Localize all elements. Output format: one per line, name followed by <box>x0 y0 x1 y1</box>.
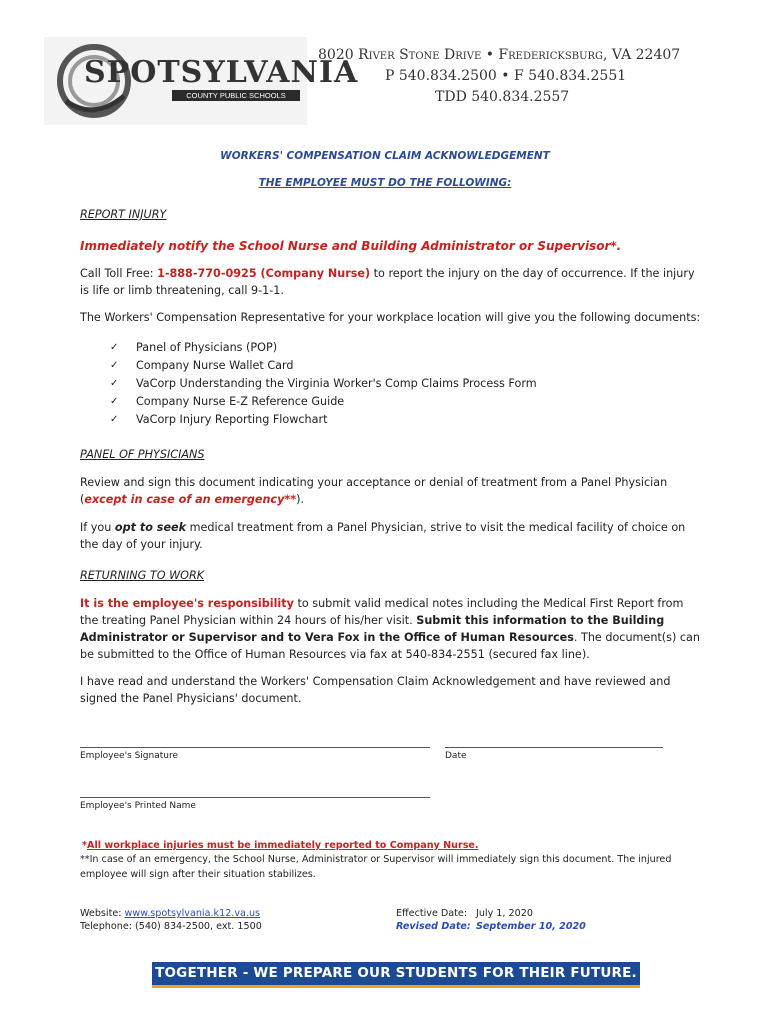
effective-date-label: Effective Date: <box>396 908 468 919</box>
document-name: Company Nurse Wallet Card <box>136 359 294 372</box>
check-icon: ✓ <box>110 396 119 407</box>
revised-date-value: September 10, 2020 <box>476 921 586 932</box>
notify-line <box>80 238 705 255</box>
company-nurse-number: 1-888-770-0925 (Company Nurse) <box>157 267 371 280</box>
review-close: ). <box>296 493 304 506</box>
footer-dates <box>396 907 636 933</box>
motto-banner: TOGETHER - WE PREPARE OUR STUDENTS FOR THEIR FUTURE. <box>152 962 640 988</box>
tdd-line: TDD 540.834.2557 <box>435 89 570 105</box>
list-item <box>80 393 705 411</box>
document-subtitle: THE EMPLOYEE MUST DO THE FOLLOWING: <box>258 177 512 189</box>
rep-paragraph: The Workers' Compensation Representative for your workplace location will give you the following documents: <box>80 311 701 324</box>
revised-date-label: Revised Date: <box>396 921 471 932</box>
call-suffix: to report the injury on the day of occurrence. If the injury is life or limb threatening, call 9-1-1. <box>80 267 695 297</box>
report-injury-heading: REPORT INJURY <box>80 208 167 221</box>
returning-heading-wrap <box>80 567 705 584</box>
list-item <box>80 357 705 375</box>
opt-prefix: If you <box>80 521 115 534</box>
note-2: **In case of an emergency, the School Nurse, Administrator or Supervisor will immediately sign this document. The injured employee will sign after their situation stabilizes. <box>80 854 672 880</box>
documents-list <box>80 339 705 429</box>
list-item <box>80 339 705 357</box>
submit-instruction: Submit this information to the Building Administrator or Supervisor and to Vera Fox in the Office of Human Resources <box>80 614 665 644</box>
responsibility-text: to submit valid medical notes including the Medical First Report from the treating Panel Physician within 24 hours of his/her visit. <box>80 597 684 627</box>
check-icon: ✓ <box>110 414 119 425</box>
telephone: Telephone: (540) 834-2500, ext. 1500 <box>80 921 262 932</box>
check-icon: ✓ <box>110 342 119 353</box>
website-label: Website: <box>80 908 125 919</box>
note-1 <box>82 838 707 853</box>
panel-review-paragraph <box>80 474 705 508</box>
signature-label: Employee's Signature <box>80 751 179 761</box>
opt-to-seek: opt to seek <box>114 521 187 534</box>
returning-heading: RETURNING TO WORK <box>80 569 205 582</box>
documents-list-wrap <box>80 339 705 429</box>
report-injury-section <box>80 206 705 223</box>
printed-name-label: Employee's Printed Name <box>80 801 196 811</box>
notify-instruction: Immediately notify the School Nurse and Building Administrator or Supervisor*. <box>80 239 622 253</box>
note-star: * <box>82 840 88 851</box>
logo-subtitle: COUNTY PUBLIC SCHOOLS <box>172 90 300 101</box>
date-label: Date <box>445 751 467 761</box>
panel-heading: PANEL OF PHYSICIANS <box>80 448 205 461</box>
opt-suffix: medical treatment from a Panel Physician, strive to visit the medical facility of choice on the day of your injury. <box>80 521 686 551</box>
printed-name-line[interactable] <box>80 797 430 798</box>
date-line[interactable] <box>445 747 663 748</box>
document-name: Company Nurse E-Z Reference Guide <box>136 395 345 408</box>
footer-contact <box>80 907 262 933</box>
logo-wordmark: SPOTSYLVANIA <box>84 55 359 90</box>
website-link[interactable]: www.spotsylvania.k12.va.us <box>124 908 261 919</box>
review-text: Review and sign this document indicating your acceptance or denial of treatment from a Panel Physician ( <box>80 476 668 506</box>
document-title: WORKERS' COMPENSATION CLAIM ACKNOWLEDGEMENT <box>220 150 550 162</box>
document-name: VaCorp Understanding the Virginia Worker's Comp Claims Process Form <box>136 377 537 390</box>
acknowledgement-text: I have read and understand the Workers' Compensation Claim Acknowledgement and have reviewed and signed the Panel Physicians' document. <box>80 675 671 705</box>
document-name: Panel of Physicians (POP) <box>136 341 278 354</box>
emergency-exception: except in case of an emergency** <box>84 493 297 506</box>
signature-line[interactable] <box>80 747 430 748</box>
fax-instruction: . The document(s) can be submitted to the Office of Human Resources via fax at 540-834-2551 (secured fax line). <box>80 631 701 661</box>
district-logo <box>44 37 359 125</box>
call-prefix: Call Toll Free: <box>80 267 158 280</box>
address-line: 8020 River Stone Drive • Fredericksburg, VA 22407 <box>318 47 681 63</box>
responsibility-lead: It is the employee's responsibility <box>80 597 294 610</box>
document-name: VaCorp Injury Reporting Flowchart <box>136 413 328 426</box>
call-paragraph <box>80 265 705 299</box>
panel-heading-wrap <box>80 446 705 463</box>
list-item <box>80 411 705 429</box>
letterhead-address <box>318 45 698 108</box>
list-item <box>80 375 705 393</box>
panel-opt-paragraph <box>80 519 705 553</box>
effective-date-value: July 1, 2020 <box>476 908 533 919</box>
check-icon: ✓ <box>110 360 119 371</box>
responsibility-paragraph <box>80 595 705 663</box>
note-1-text: All workplace injuries must be immediately reported to Company Nurse. <box>87 840 479 851</box>
phone-fax-line: P 540.834.2500 • F 540.834.2551 <box>385 68 627 84</box>
check-icon: ✓ <box>110 378 119 389</box>
